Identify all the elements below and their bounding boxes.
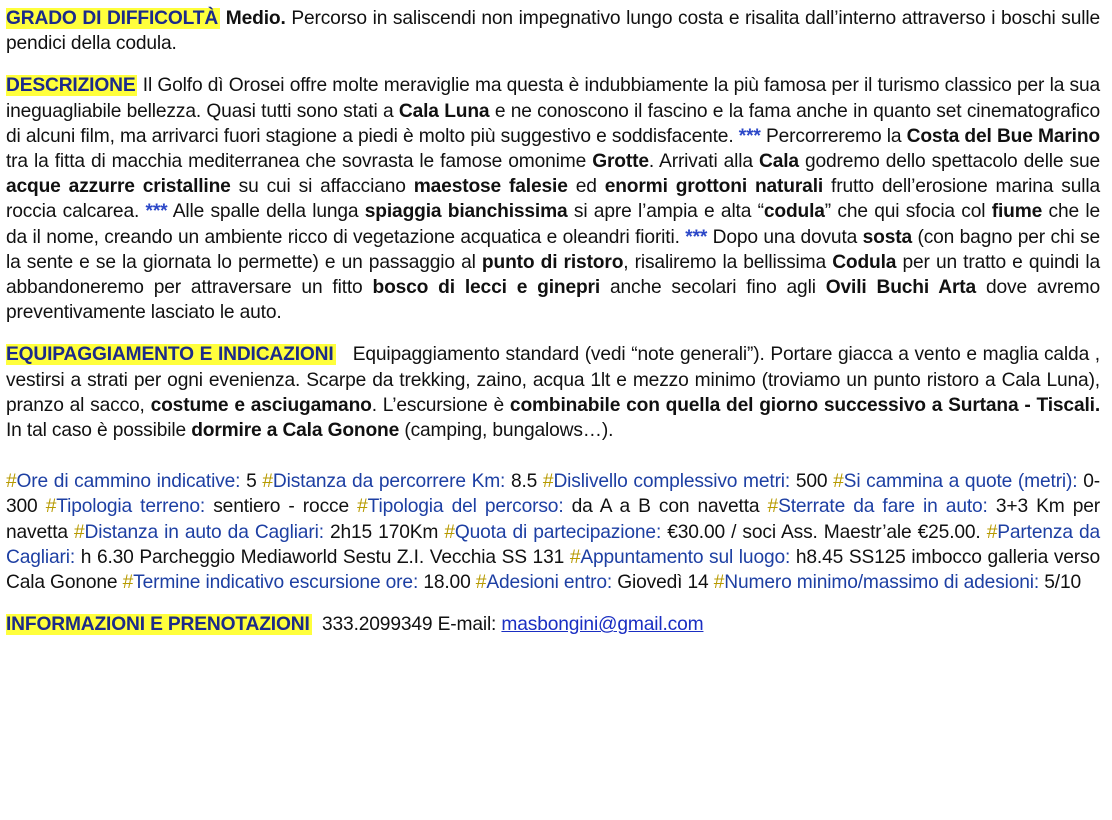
equipment-text: (camping, bungalows…). [399,420,614,442]
description-bold: Cala Luna [398,100,490,122]
description-bold: Costa del Bue Marino [906,125,1100,147]
description-bold: Codula [832,251,897,273]
equipment-text: In tal caso è possibile [6,420,192,442]
hash-marker: # [986,521,998,543]
description-paragraph [6,73,1100,325]
detail-value: 500 [790,471,834,493]
detail-colon: : [69,546,76,568]
detail-value: €30.00 / soci Ass. Maestr’ale €25.00. [661,521,987,543]
description-bold: sosta [862,226,912,248]
description-heading: DESCRIZIONE [6,75,136,97]
email-link[interactable]: masbongini@gmail.com [501,614,704,636]
hash-marker: # [262,471,273,493]
description-bold: enormi grottoni naturali [604,176,824,198]
difficulty-level: Medio. [225,8,286,29]
hash-marker: # [833,471,844,493]
detail-value: 5/10 [1039,572,1082,594]
hash-marker: # [475,572,487,594]
details-paragraph [6,469,1100,595]
detail-key: Sterrate da fare in auto [778,496,983,518]
equipment-heading: EQUIPAGGIAMENTO E INDICAZIONI [6,344,334,366]
description-bold: Grotte [592,151,649,173]
detail-colon: : [1072,471,1078,493]
equipment-bold: costume e asciugamano [150,394,372,416]
detail-colon: : [982,496,988,518]
description-text: si apre l’ampia e alta “ [567,201,764,223]
detail-value: 18.00 [418,572,476,594]
description-text: che le da il nome, creando un ambiente ricco di vegetazione acquatica e oleandri fioriti. [6,201,1101,248]
detail-key: Tipologia del percorso [367,496,559,518]
detail-colon: : [1033,572,1040,594]
hash-marker: # [357,496,368,518]
description-bold: Ovili Buchi Arta [825,277,977,299]
description-bold: acque azzurre cristalline [6,176,231,198]
description-text: su cui si affacciano [230,176,414,198]
detail-key: Adesioni entro [486,572,607,594]
hash-marker: # [74,521,85,543]
equipment-bold: dormire a Cala Gonone [191,420,400,442]
description-text: (con bagno per chi se la sente e se la giornata lo permette) e un passaggio al [6,226,1100,273]
hash-marker: # [569,546,581,568]
detail-key: Appuntamento sul luogo [580,546,786,568]
hash-marker: # [6,471,17,493]
description-text: Percorreremo la [760,125,907,147]
description-bold: spiaggia bianchissima [364,201,568,223]
detail-value: 0-300 [6,471,1100,518]
description-text: Il Golfo dì Orosei offre molte meraviglie ma questa è indubbiamente la più famosa per il turismo classico per la sua ineguagliabile bellezza. Quasi tutti sono stati a [6,75,1100,122]
hash-marker: # [45,496,57,518]
detail-colon: : [500,471,506,493]
section-separator: *** [738,125,761,147]
detail-colon: : [235,471,241,493]
difficulty-paragraph [6,6,1100,56]
detail-key: Termine indicativo escursione ore [133,572,413,594]
detail-key: Partenza da Cagliari [6,521,1100,568]
hash-marker: # [767,496,779,518]
hash-marker: # [713,572,725,594]
description-text: tra la fitta di macchia mediterranea che sovrasta le famose omonime [6,151,593,173]
detail-value: 8.5 [505,471,543,493]
detail-colon: : [199,496,206,518]
hash-marker: # [122,572,134,594]
detail-value: 5 [240,471,263,493]
description-bold: punto di ristoro [481,251,624,273]
detail-colon: : [784,471,791,493]
description-text: ” che qui sfocia col [824,201,992,223]
detail-colon: : [318,521,324,543]
description-text: frutto dell’erosione marina sulla roccia calcarea. [6,176,1100,223]
description-text: dove avremo preventivamente lasciato le auto. [6,277,1100,324]
difficulty-text: Percorso in saliscendi non impegnativo lungo costa e risalita dall’interno attraverso i boschi sulle pendici della codula. [6,8,1100,55]
description-text: e ne conoscono il fascino e la fama anche in quanto set cinematografico di alcuni film, ma arrivarci fuori stagione a piedi è molto più suggestivo e soddisfacente. [6,100,1101,147]
info-paragraph [6,612,1100,637]
detail-value: 3+3 Km per navetta [6,496,1100,543]
detail-value: h8.45 SS125 imbocco galleria verso Cala Gonone [6,546,1100,594]
description-text: anche secolari fino agli [600,277,826,299]
detail-key: Dislivello complessivo metri [553,471,785,493]
description-bold: bosco di lecci e ginepri [372,277,601,299]
description-text: per un tratto e quindi la abbandoneremo per attraversare un fitto [6,251,1100,299]
detail-colon: : [785,546,791,568]
description-text: Alle spalle della lunga [167,201,365,223]
description-text: . Arrivati alla [648,151,759,173]
detail-key: Distanza in auto da Cagliari [84,521,319,543]
detail-key: Si cammina a quote (metri) [843,471,1073,493]
description-text: godremo dello spettacolo delle sue [798,151,1101,173]
section-separator: *** [145,201,168,223]
equipment-text: Equipaggiamento standard (vedi “note generali”). Portare giacca a vento e maglia calda , vestirsi a strati per ogni evenienza. Scarpe da trekking, zaino, acqua 1lt e mezzo minimo (troviamo un punto ristoro a Cala Luna), pranzo al sacco, [6,344,1106,416]
detail-value: Giovedì 14 [612,572,714,594]
detail-value: h 6.30 Parcheggio Mediaworld Sestu Z.I. Vecchia SS 131 [75,546,570,568]
difficulty-heading: GRADO DI DIFFICOLTÀ [6,8,219,29]
description-text: , risaliremo la bellissima [623,251,833,273]
detail-key: Ore di cammino indicative [16,471,236,493]
description-text: Dopo una dovuta [707,226,863,248]
description-bold: fiume [991,201,1043,223]
detail-colon: : [606,572,613,594]
description-bold: maestose falesie [413,176,568,198]
info-heading: INFORMAZIONI E PRENOTAZIONI [6,614,310,636]
equipment-text: . L’escursione è [371,394,510,416]
detail-value: 2h15 170Km [323,521,445,543]
hash-marker: # [542,471,554,493]
description-bold: codula [763,201,825,223]
detail-key: Quota di partecipazione [454,521,656,543]
detail-colon: : [655,521,662,543]
detail-key: Tipologia terreno [56,496,200,518]
equipment-paragraph [6,342,1106,443]
description-bold: Cala [758,151,799,173]
detail-key: Distanza da percorrere Km [272,471,501,493]
equipment-bold: combinabile con quella del giorno successivo a Surtana - Tiscali. [509,394,1101,416]
contact-phone: 333.2099349 E-mail: [311,614,502,636]
hash-marker: # [444,521,455,543]
detail-value: da A a B con navetta [563,496,768,518]
detail-colon: : [412,572,419,594]
description-text: ed [567,176,605,198]
detail-value: sentiero - rocce [205,496,358,518]
section-separator: *** [685,226,708,248]
detail-colon: : [558,496,564,518]
detail-key: Numero minimo/massimo di adesioni [724,572,1034,594]
